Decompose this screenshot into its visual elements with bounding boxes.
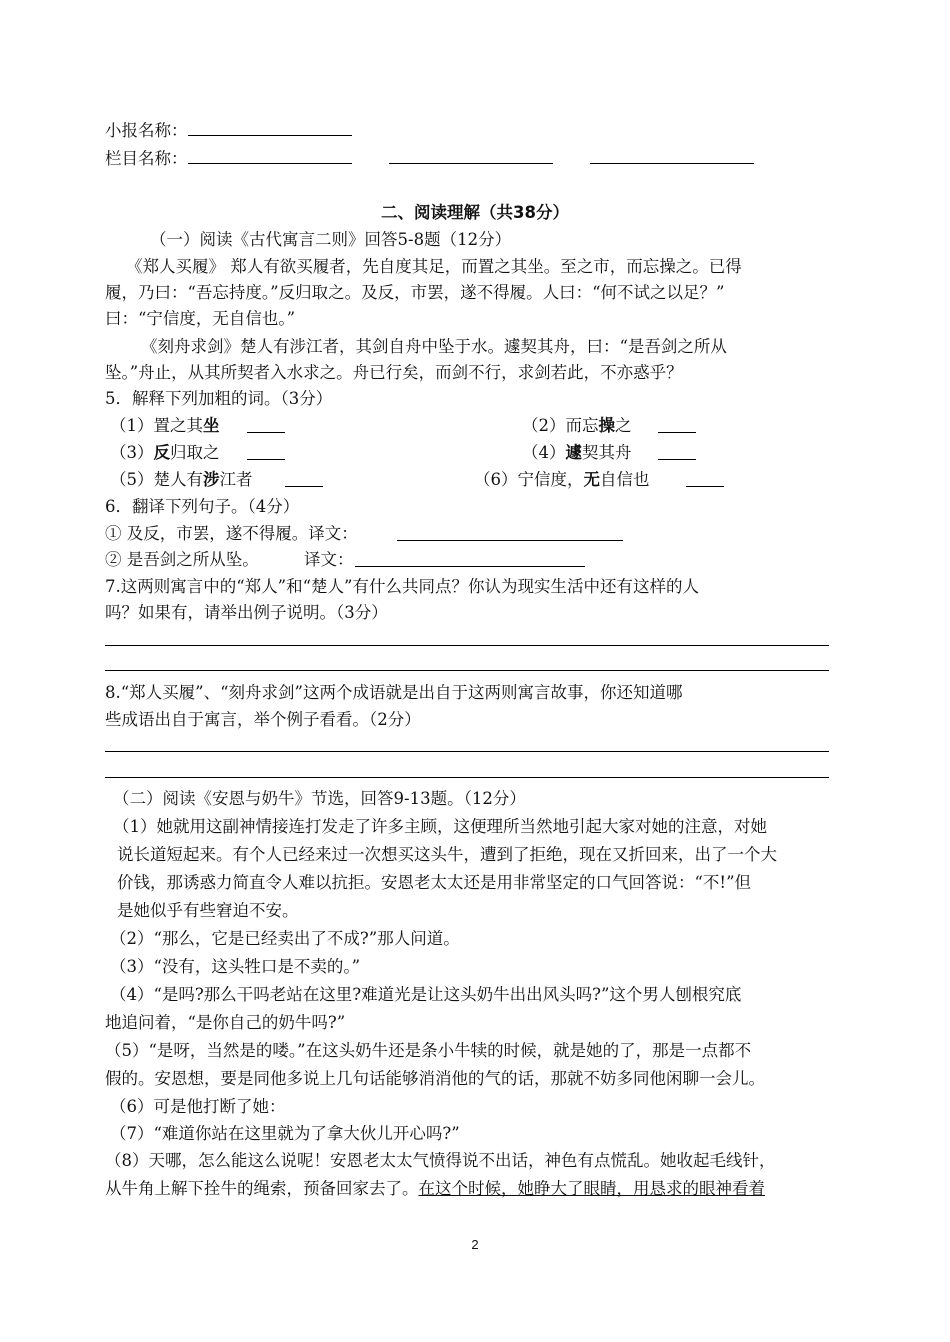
passage-line: （7）“难道你站在这里就为了拿大伙儿开心吗?”	[110, 1124, 460, 1143]
bold-word: 涉	[203, 470, 220, 489]
q6-sentence-2: ② 是吾剑之所从坠。	[105, 550, 259, 569]
q5-answer-blank-3[interactable]	[247, 459, 285, 460]
bold-word: 操	[598, 416, 615, 435]
q5-item-2: （2）而忘操之	[522, 416, 632, 435]
q5-item-6: （6）宁信度，无自信也	[474, 470, 650, 489]
q5-answer-blank-2[interactable]	[658, 432, 696, 433]
paper-name-blank[interactable]	[188, 121, 352, 136]
passage-line: （2）“那么，它是已经卖出了不成?”那人问道。	[110, 929, 460, 948]
q7-line: 吗？如果有，请举出例子说明。（3分）	[105, 603, 388, 622]
underlined-sentence: 在这个时候，她睁大了眼睛，用恳求的眼神看着	[418, 1179, 765, 1198]
paper-name-row	[105, 120, 352, 142]
q5-prompt: 5．解释下列加粗的词。（3分）	[105, 389, 333, 408]
fable2-line: 《刻舟求剑》楚人有涉江者，其剑自舟中坠于水。遽契其舟，曰：“是吾剑之所从	[141, 337, 727, 356]
bold-word: 无	[583, 470, 600, 489]
fable1-line: 履，乃曰：“吾忘持度。”反归取之。及反，市罢，遂不得履。人曰：“何不试之以足？”	[105, 283, 725, 302]
bold-word: 遽	[565, 443, 582, 462]
fable2-line: 坠。”舟止，从其所契者入水求之。舟已行矣，而剑不行，求剑若此，不亦惑乎？	[105, 363, 683, 382]
q6-prompt: 6．翻译下列句子。（4分）	[105, 497, 300, 516]
passage-line: 价钱，那诱惑力简直令人难以抗拒。安恩老太太还是用非常坚定的口气回答说：“不!”但	[117, 873, 752, 892]
q5-answer-blank-5[interactable]	[285, 486, 323, 487]
passage-line: 是她似乎有些窘迫不安。	[117, 901, 299, 920]
bold-word: 坐	[203, 416, 220, 435]
column-name-blank-1[interactable]	[188, 149, 352, 164]
passage-line: 地追问着，“是你自己的奶牛吗?”	[105, 1013, 346, 1032]
passage-line: 假的。安恩想，要是同他多说上几句话能够消消他的气的话，那就不妨多同他闲聊一会儿。	[105, 1069, 765, 1088]
paper-name-label: 小报名称：	[105, 121, 188, 140]
q5-answer-blank-1[interactable]	[247, 432, 285, 433]
fable1-line: 曰：“宁信度，无自信也。”	[105, 309, 296, 328]
passage-line: （6）可是他打断了她：	[110, 1097, 286, 1116]
section-title: 二、阅读理解（共38分）	[381, 203, 569, 222]
q7-answer-line-1[interactable]	[105, 645, 829, 646]
part2-heading: （二）阅读《安恩与奶牛》节选，回答9-13题。（12分）	[113, 789, 526, 808]
passage-line: （8）天哪，怎么能这么说呢！安恩老太太气愤得说不出话，神色有点慌乱。她收起毛线针，	[105, 1151, 776, 1170]
column-name-blank-3[interactable]	[590, 149, 754, 164]
q5-item-1: （1）置之其坐	[110, 416, 220, 435]
q8-answer-line-1[interactable]	[105, 751, 829, 752]
passage-line: 从牛角上解下拴牛的绳索，预备回家去了。在这个时候，她睁大了眼睛，用恳求的眼神看着	[105, 1179, 765, 1198]
q6-answer-blank-2[interactable]	[355, 566, 585, 567]
q6-answer-blank-1[interactable]	[397, 540, 623, 541]
column-name-blank-2[interactable]	[389, 149, 553, 164]
q8-answer-line-2[interactable]	[105, 777, 829, 778]
bold-word: 反	[153, 443, 170, 462]
passage-line: （1）她就用这副神情接连打发走了许多主顾，这便理所当然地引起大家对她的注意，对她	[113, 817, 767, 836]
fable1-line: 《郑人买履》 郑人有欲买履者，先自度其足，而置之其坐。至之市，而忘操之。已得	[126, 257, 742, 276]
part1-heading: （一）阅读《古代寓言二则》回答5-8题（12分）	[150, 230, 512, 249]
q5-answer-blank-6[interactable]	[686, 486, 724, 487]
q8-line: 些成语出自于寓言，举个例子看看。（2分）	[105, 710, 421, 729]
passage-line: （3）“没有，这头牲口是不卖的。”	[110, 957, 361, 976]
column-name-row	[105, 148, 754, 170]
q5-answer-blank-4[interactable]	[658, 459, 696, 460]
q8-line: 8.“郑人买履”、“刻舟求剑”这两个成语就是出自于这两则寓言故事，你还知道哪	[105, 683, 683, 702]
q6-translation-label: 译文：	[304, 550, 354, 569]
page-number: 2	[471, 1237, 479, 1252]
q5-item-5: （5）楚人有涉江者	[110, 470, 253, 489]
passage-line: （5）“是呀，当然是的喽。”在这头奶牛还是条小牛犊的时候，就是她的了，那是一点都不	[105, 1041, 752, 1060]
column-name-label: 栏目名称：	[105, 149, 188, 168]
q7-answer-line-2[interactable]	[105, 670, 829, 671]
q5-item-3: （3）反归取之	[110, 443, 220, 462]
passage-line: 说长道短起来。有个人已经来过一次想买这头牛，遭到了拒绝，现在又折回来，出了一个大	[117, 845, 777, 864]
q5-item-4: （4）遽契其舟	[522, 443, 632, 462]
q7-line: 7.这两则寓言中的“郑人”和“楚人”有什么共同点？你认为现实生活中还有这样的人	[105, 577, 699, 596]
passage-line: （4）“是吗?那么干吗老站在这里?难道光是让这头奶牛出出风头吗?”这个男人刨根究底	[110, 985, 742, 1004]
q6-sentence-1: ① 及反，市罢，遂不得履。译文：	[105, 524, 358, 543]
